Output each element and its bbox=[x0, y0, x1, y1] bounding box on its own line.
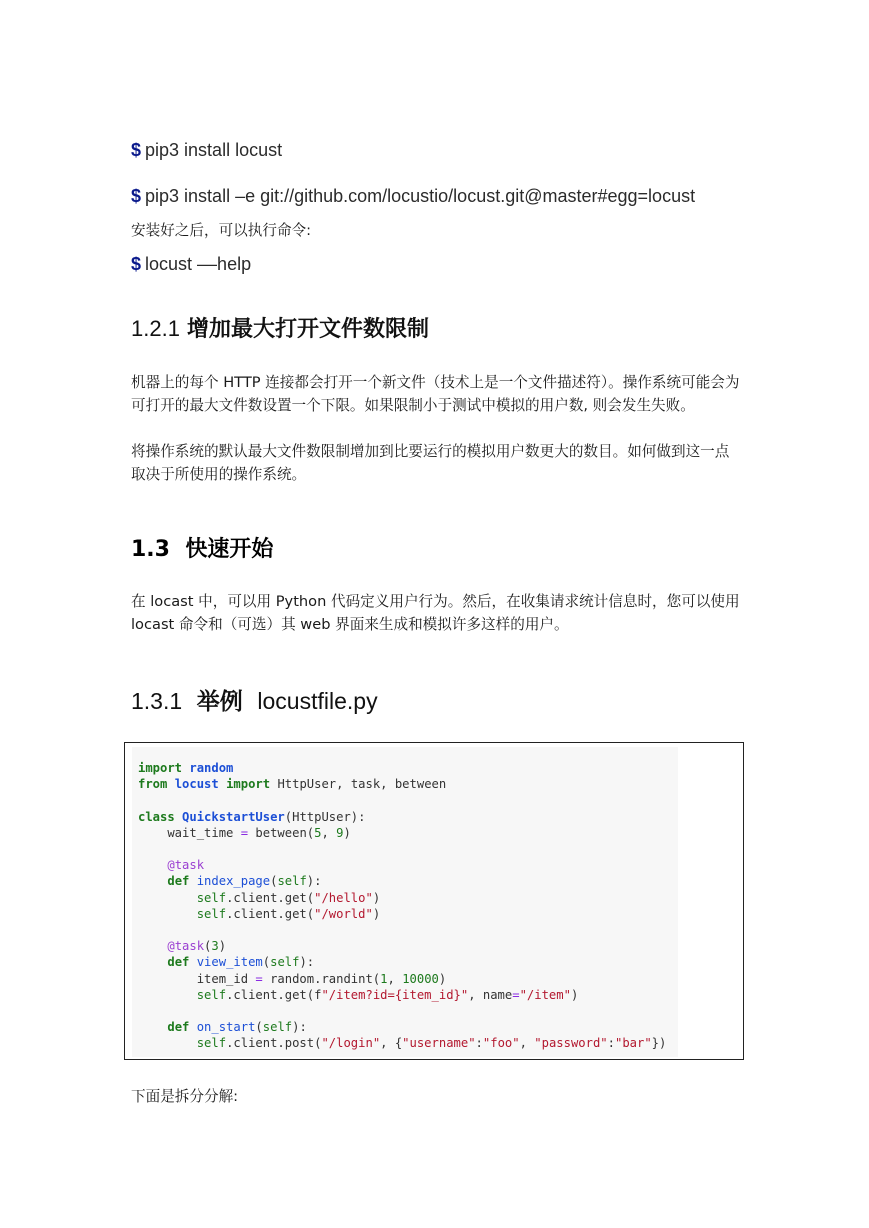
code-block bbox=[124, 742, 744, 1060]
code-line: def on_start(self): bbox=[167, 1020, 307, 1035]
heading-title: 快速开始 bbox=[185, 537, 274, 562]
heading-number: 1.3 bbox=[131, 537, 170, 562]
heading-1-2-1 bbox=[131, 314, 429, 345]
heading-1-3-1 bbox=[131, 685, 378, 718]
heading-filename: locustfile.py bbox=[257, 688, 378, 714]
command-text: pip3 install –e git://github.com/locustio/locust.git@master#egg=locust bbox=[145, 186, 696, 206]
code-lines bbox=[138, 760, 666, 1052]
command-install bbox=[131, 139, 282, 161]
code-line: self.client.get(f"/item?id={item_id}", name="/item") bbox=[196, 987, 579, 1002]
code-line: wait_time = between(5, 9) bbox=[138, 825, 351, 840]
paragraph-file-limit: 机器上的每个 HTTP 连接都会打开一个新文件（技术上是一个文件描述符）。操作系统可能会为可打开的最大文件数设置一个下限。如果限制小于测试中模拟的用户数, 则会发生失败。 bbox=[131, 374, 740, 414]
code-line: import random bbox=[138, 761, 234, 775]
command-text: pip3 install locust bbox=[145, 140, 283, 160]
code-line: @task(3) bbox=[167, 939, 227, 954]
prompt-symbol: $ bbox=[131, 254, 142, 274]
command-install-git bbox=[131, 185, 695, 207]
prompt-symbol: $ bbox=[131, 140, 142, 160]
heading-1-3 bbox=[131, 535, 273, 565]
code-line: self.client.post("/login", {"username":"foo", "password":"bar"}) bbox=[196, 1036, 667, 1051]
code-line: from locust import HttpUser, task, between bbox=[138, 777, 447, 792]
code-line: item_id = random.randint(1, 10000) bbox=[196, 971, 447, 986]
command-text: locust ––help bbox=[145, 254, 252, 274]
prompt-symbol: $ bbox=[131, 186, 142, 206]
code-line: class QuickstartUser(HttpUser): bbox=[138, 809, 366, 824]
breakdown-text: 下面是拆分分解: bbox=[131, 1088, 239, 1105]
paragraph-increase-limit: 将操作系统的默认最大文件数限制增加到比要运行的模拟用户数更大的数目。如何做到这一点取决于所使用的操作系统。 bbox=[131, 443, 730, 483]
heading-title: 举例 bbox=[196, 689, 243, 715]
heading-title: 增加最大打开文件数限制 bbox=[186, 317, 429, 342]
command-help bbox=[131, 253, 251, 275]
code-line: @task bbox=[167, 858, 205, 873]
heading-number: 1.3.1 bbox=[131, 688, 183, 714]
heading-number: 1.2.1 bbox=[131, 316, 180, 341]
after-install-text: 安装好之后，可以执行命令: bbox=[131, 222, 312, 239]
paragraph-quickstart: 在 locast 中，可以用 Python 代码定义用户行为。然后，在收集请求统计信息时，您可以使用 locast 命令和（可选）其 web 界面来生成和模拟许多这样的用户。 bbox=[131, 593, 740, 633]
code-line: self.client.get("/hello") bbox=[196, 890, 381, 905]
code-line: self.client.get("/world") bbox=[196, 906, 381, 921]
code-line: def view_item(self): bbox=[167, 955, 315, 970]
code-line: def index_page(self): bbox=[167, 874, 322, 889]
